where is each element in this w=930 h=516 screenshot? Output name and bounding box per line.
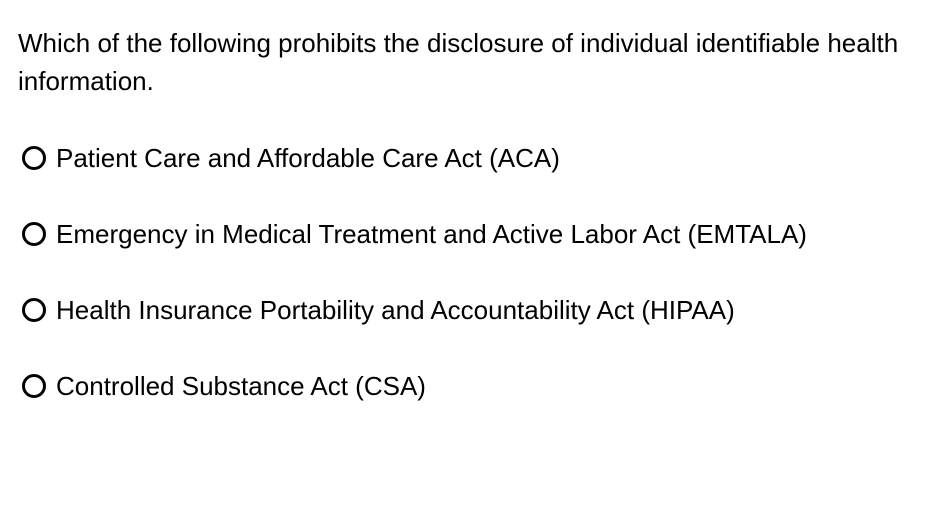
radio-circle-icon[interactable] <box>22 146 46 170</box>
radio-circle-icon[interactable] <box>22 222 46 246</box>
answer-option-label: Controlled Substance Act (CSA) <box>56 371 426 401</box>
quiz-card <box>18 24 918 401</box>
answer-option-label: Emergency in Medical Treatment and Active Labor Act (EMTALA) <box>56 219 807 249</box>
radio-circle-icon[interactable] <box>22 298 46 322</box>
answer-option-aca[interactable] <box>18 138 807 178</box>
answer-option-label: Health Insurance Portability and Accountability Act (HIPAA) <box>56 295 735 325</box>
question-text: Which of the following prohibits the disclosure of individual identifiable health information. <box>18 28 899 96</box>
answer-options <box>18 138 807 442</box>
answer-option-label: Patient Care and Affordable Care Act (ACA) <box>56 143 560 173</box>
answer-option-emtala[interactable] <box>18 214 807 254</box>
answer-option-csa[interactable] <box>18 366 807 406</box>
radio-circle-icon[interactable] <box>22 374 46 398</box>
answer-option-hipaa[interactable] <box>18 290 807 330</box>
